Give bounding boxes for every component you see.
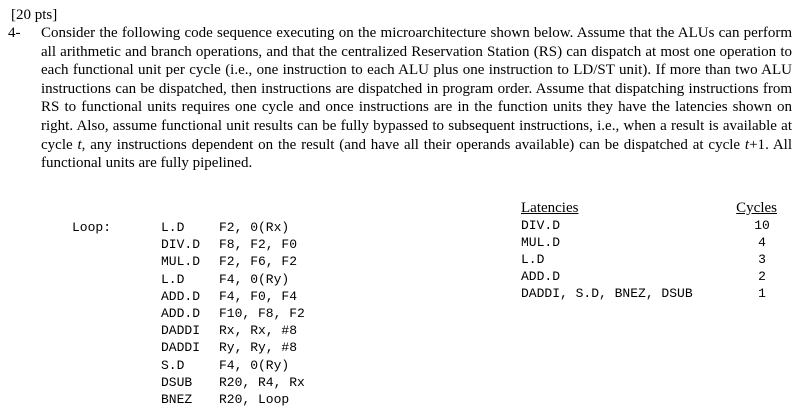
code-line — [161, 288, 305, 305]
question-text-part-a: Consider the following code sequence executing on the microarchitecture shown below. Assume that the ALUs can perform all arithmetic and branch operations, and that the centralized Reservation Station (RS) can dispatch at most one operation to each functional unit per cycle (i.e., one instruction to each ALU plus one instruction to LD/ST unit). If more than two ALU instructions can be dispatched, then instructions are dispatched in program order. Assume that dispatching instructions from RS to functional units requires one cycle and once instructions are in the function units they have the latencies shown on right. Also, assume functional unit results can be fully bypassed to subsequent instructions, i.e., when a result is available at cycle — [41, 25, 792, 153]
operands: R20, Loop — [219, 391, 290, 407]
code-line — [161, 391, 305, 408]
code-line — [161, 253, 305, 270]
opcode: L.D — [161, 220, 185, 235]
variable-t-next: t — [744, 136, 750, 153]
latency-cycles: 3 — [758, 252, 766, 267]
cycles-heading: Cycles — [736, 200, 777, 216]
operands: R20, R4, Rx — [219, 374, 305, 390]
operands: F10, F8, F2 — [219, 305, 305, 321]
latency-unit: MUL.D — [521, 235, 561, 250]
opcode: ADD.D — [161, 288, 201, 304]
opcode: S.D — [161, 357, 185, 373]
latency-table-header — [521, 200, 777, 217]
opcode: DSUB — [161, 374, 193, 390]
latency-row — [521, 251, 777, 268]
latency-cycles: 4 — [758, 235, 766, 250]
opcode: DADDI — [161, 340, 201, 356]
code-block — [161, 219, 305, 408]
code-line — [161, 374, 305, 391]
latency-unit: L.D — [521, 252, 545, 267]
code-line — [161, 322, 305, 339]
loop-label: Loop: — [72, 220, 112, 235]
latency-unit: DADDI, S.D, BNEZ, DSUB — [521, 286, 693, 301]
question-text-part-b: , any instructions dependent on the result (and have all their operands available) can be dispatched at cycle — [81, 136, 745, 153]
code-line — [161, 219, 305, 236]
code-line — [161, 305, 305, 322]
opcode: BNEZ — [161, 391, 193, 407]
operands: F2, 0(Rx) — [219, 220, 290, 235]
opcode: ADD.D — [161, 305, 201, 321]
latency-cycles: 1 — [758, 286, 766, 301]
code-line — [161, 357, 305, 374]
operands: F4, 0(Ry) — [219, 271, 290, 287]
latency-row — [521, 285, 777, 302]
latency-row — [521, 268, 777, 285]
opcode: DIV.D — [161, 237, 201, 253]
latency-cycles: 2 — [758, 269, 766, 284]
latency-cycles: 10 — [754, 218, 770, 233]
opcode: MUL.D — [161, 254, 201, 270]
latency-unit: DIV.D — [521, 218, 561, 233]
operands: Ry, Ry, #8 — [219, 340, 298, 356]
latency-row — [521, 234, 777, 251]
opcode: DADDI — [161, 323, 201, 339]
variable-t: t — [77, 136, 82, 153]
operands: F2, F6, F2 — [219, 254, 298, 270]
opcode: L.D — [161, 271, 185, 287]
question-number: 4- — [8, 25, 21, 41]
latencies-heading: Latencies — [521, 200, 579, 216]
latency-table — [521, 200, 777, 302]
plus-one: +1 — [749, 136, 766, 153]
question-text — [41, 24, 792, 173]
latency-unit: ADD.D — [521, 269, 561, 284]
operands: Rx, Rx, #8 — [219, 323, 298, 339]
operands: F8, F2, F0 — [219, 237, 298, 253]
operands: F4, F0, F4 — [219, 288, 298, 304]
code-line — [161, 271, 305, 288]
latency-row — [521, 217, 777, 234]
question-text-part-c: . All functional units are fully pipelined. — [41, 136, 792, 172]
code-line — [161, 339, 305, 356]
points-label: [20 pts] — [11, 7, 58, 23]
operands: F4, 0(Ry) — [219, 357, 290, 373]
code-line — [161, 236, 305, 253]
